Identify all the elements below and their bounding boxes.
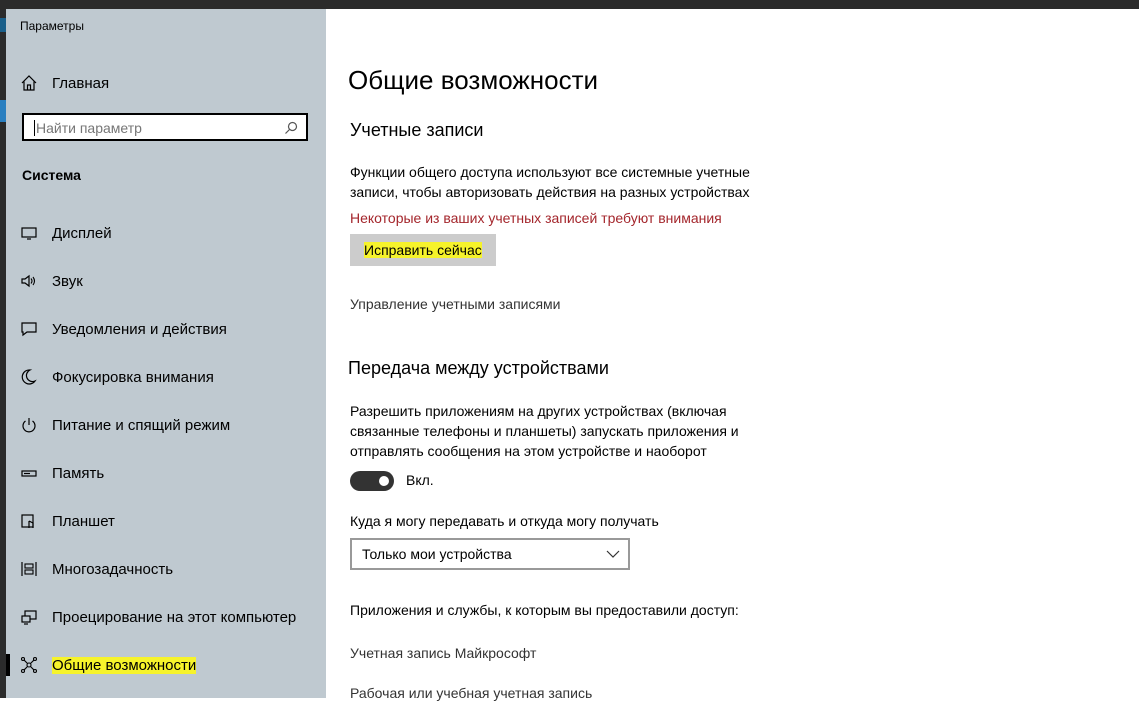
fix-now-button[interactable] [350, 234, 496, 266]
nav-home-label: Главная [52, 74, 110, 92]
power-icon [20, 416, 38, 434]
storage-icon [20, 464, 38, 482]
home-icon [20, 74, 38, 92]
accounts-heading: Учетные записи [350, 120, 484, 140]
page-title: Общие возможности [348, 65, 599, 95]
microsoft-account-link[interactable]: Учетная запись Майкрософт [350, 645, 537, 661]
section-title: Система [22, 167, 81, 183]
sidebar-item-display[interactable] [20, 222, 112, 244]
search-icon[interactable] [284, 121, 298, 135]
display-icon [20, 224, 38, 242]
sidebar-item-label: Дисплей [52, 224, 112, 242]
sidebar-item-power[interactable] [20, 414, 230, 436]
transfer-description: Разрешить приложениям на других устройствах (включая связанные телефоны и планшеты) запускать приложения и отправлять сообщения на этом устройстве и наоборот [350, 403, 739, 459]
sidebar-item-projecting[interactable] [20, 606, 296, 628]
app-title: Параметры [20, 19, 84, 33]
sidebar-item-label: Звук [52, 272, 83, 290]
sidebar-item-sound[interactable] [20, 270, 83, 292]
share-label: Куда я могу передавать и откуда могу получать [350, 513, 659, 529]
window-top-frame [0, 0, 1139, 9]
sidebar-item-label: Многозадачность [52, 560, 174, 578]
accounts-description: Функции общего доступа используют все системные учетные записи, чтобы авторизовать действия на разных устройствах [350, 164, 750, 200]
work-account-link[interactable]: Рабочая или учебная учетная запись [350, 685, 593, 701]
sidebar-item-multitasking[interactable] [20, 558, 173, 580]
sidebar-item-notifications[interactable] [20, 318, 227, 340]
fix-now-label: Исправить сейчас [364, 242, 482, 258]
shared-experiences-icon [20, 656, 38, 674]
sidebar-item-tablet[interactable] [20, 510, 115, 532]
apps-label: Приложения и службы, к которым вы предоставили доступ: [350, 602, 739, 618]
sidebar-item-label: Фокусировка внимания [52, 368, 214, 386]
toggle-state-label: Вкл. [406, 472, 434, 488]
moon-icon [20, 368, 38, 386]
sidebar-item-label: Память [52, 464, 105, 482]
content-pane [326, 9, 1139, 701]
sidebar [6, 9, 326, 698]
speaker-icon [20, 272, 38, 290]
sidebar-item-label: Уведомления и действия [52, 320, 227, 338]
sidebar-item-label: Планшет [52, 512, 115, 530]
sidebar-item-label: Общие возможности [52, 656, 197, 674]
tablet-icon [20, 512, 38, 530]
project-icon [20, 608, 38, 626]
manage-accounts-link[interactable]: Управление учетными записями [350, 296, 561, 312]
sidebar-item-label: Питание и спящий режим [52, 416, 231, 434]
nav-home[interactable] [20, 73, 109, 93]
share-scope-value: Только мои устройства [362, 546, 512, 562]
multitask-icon [20, 560, 38, 578]
share-scope-dropdown[interactable] [350, 538, 630, 570]
chevron-down-icon [606, 548, 620, 560]
search-placeholder: Найти параметр [36, 120, 142, 136]
accounts-warning: Некоторые из ваших учетных записей требуют внимания [350, 210, 722, 226]
transfer-heading: Передача между устройствами [348, 358, 609, 378]
transfer-toggle[interactable] [350, 471, 394, 491]
search-input[interactable] [22, 113, 308, 141]
notification-icon [20, 320, 38, 338]
sidebar-item-shared-experiences[interactable] [20, 654, 196, 676]
toggle-knob [379, 476, 389, 486]
sidebar-item-storage[interactable] [20, 462, 104, 484]
active-indicator [6, 654, 10, 676]
sidebar-item-label: Проецирование на этот компьютер [52, 608, 297, 626]
sidebar-item-focus-assist[interactable] [20, 366, 214, 388]
